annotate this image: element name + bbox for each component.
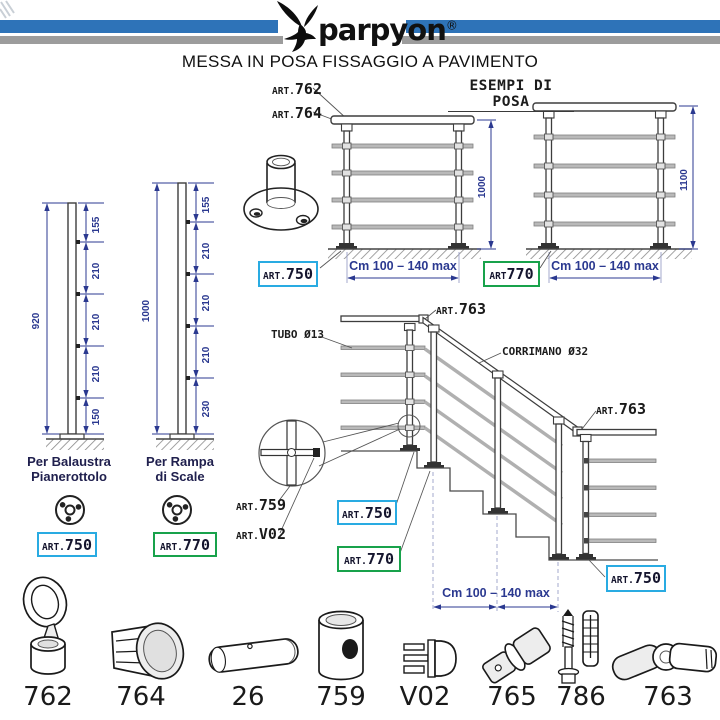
post-diagram-rampa <box>141 183 214 450</box>
label-prefix: ART. <box>596 406 619 417</box>
part-v02-icon <box>404 640 456 677</box>
dim-height-left-example: 1000 <box>477 175 488 199</box>
label-prefix: ART. <box>263 271 286 282</box>
label-prefix: ART <box>489 271 507 282</box>
caption-rampa <box>134 454 226 484</box>
label-number: 770 <box>182 536 210 554</box>
label-number: 750 <box>285 265 313 283</box>
label-tubo: TUBO Ø13 <box>271 328 324 341</box>
upper-handrail <box>341 316 423 322</box>
part-764-icon <box>112 618 189 683</box>
part-762-icon <box>17 572 72 674</box>
dim-total-rampa: 1000 <box>141 299 152 323</box>
dim-seg: 150 <box>91 408 102 426</box>
dim-seg: 155 <box>91 216 102 234</box>
ground-hatch <box>46 439 104 450</box>
dim-seg: 210 <box>91 313 102 331</box>
brand-bird-icon <box>277 1 318 52</box>
width-label-example-left: Cm 100 – 140 max <box>349 259 457 273</box>
label-number: 759 <box>258 496 286 514</box>
label-number: V02 <box>258 525 286 543</box>
part-number-765: 765 <box>487 682 537 712</box>
part-number-763: 763 <box>643 682 693 712</box>
label-number: 763 <box>618 400 646 418</box>
label-number: 770 <box>366 550 394 568</box>
label-corrimano: CORRIMANO Ø32 <box>502 345 589 358</box>
brand-logo <box>318 13 457 47</box>
post-rampa <box>178 183 186 434</box>
part-number-764: 764 <box>116 682 166 712</box>
label-art-762-prefix: ART. <box>272 86 295 97</box>
label-art-764-prefix: ART. <box>272 110 295 121</box>
dim-total-balaustra: 920 <box>31 312 42 330</box>
header-blue-bar-left <box>0 20 278 33</box>
label-number: 750 <box>633 569 661 587</box>
art-750-box-stairs-bottom <box>606 565 666 592</box>
art-770-box-stairs-ramp <box>337 546 401 572</box>
art-750-box-balaustra <box>37 532 97 557</box>
part-number-786: 786 <box>556 682 606 712</box>
art-750-box-stairs-landing <box>337 500 397 525</box>
art-750-box-example-left <box>258 261 318 287</box>
label-art-764-number: 764 <box>294 104 322 122</box>
ground-hatch <box>156 439 214 450</box>
caption-balaustra <box>13 454 125 484</box>
caption-line1: Per Rampa <box>146 454 214 469</box>
label-prefix: ART. <box>236 502 259 513</box>
label-number: 770 <box>506 265 534 283</box>
caption-line2: di Scale <box>155 469 205 484</box>
label-art-759 <box>236 497 286 513</box>
dim-seg: 210 <box>201 294 212 312</box>
dim-seg: 210 <box>91 365 102 383</box>
label-prefix: ART. <box>236 531 259 542</box>
railing-example-right <box>526 103 698 283</box>
post-diagram-balaustra <box>31 203 104 450</box>
label-art-763-top <box>436 301 486 317</box>
page-title: MESSA IN POSA FISSAGGIO A PAVIMENTO <box>181 52 539 71</box>
flange-top-view-770-icon <box>163 496 191 524</box>
label-art-762-number: 762 <box>294 80 322 98</box>
art-770-box-rampa <box>153 532 217 557</box>
dim-seg: 155 <box>201 196 212 214</box>
part-765-icon <box>479 625 552 687</box>
dim-seg: 230 <box>201 400 212 418</box>
width-label-example-right: Cm 100 – 140 max <box>551 259 659 273</box>
dim-seg: 210 <box>201 242 212 260</box>
dim-seg: 210 <box>91 262 102 280</box>
label-prefix: ART. <box>42 542 65 553</box>
part-786-icon <box>559 609 599 683</box>
flange-top-view-750-icon <box>56 496 84 524</box>
label-art-763-corner <box>596 401 646 417</box>
label-number: 750 <box>64 536 92 554</box>
part-759-icon <box>319 612 363 680</box>
part-26-icon <box>208 638 299 674</box>
label-art-764 <box>272 105 322 121</box>
detail-circle <box>259 420 325 486</box>
caption-line1: Per Balaustra <box>27 454 111 469</box>
label-art-762 <box>272 81 322 97</box>
examples-section-title: ESEMPI DI POSA <box>448 78 574 112</box>
part-number-v02: V02 <box>399 682 451 712</box>
label-prefix: ART. <box>436 306 459 317</box>
registered-mark: ® <box>445 18 457 33</box>
header-gray-bar-left <box>0 36 283 44</box>
label-number: 763 <box>458 300 486 318</box>
label-art-v02 <box>236 526 286 542</box>
art-770-box-example-right <box>483 261 540 287</box>
dim-seg: 210 <box>201 346 212 364</box>
label-prefix: ART. <box>342 510 365 521</box>
flange-3d-drawing <box>244 156 318 231</box>
stair-railing-drawing <box>259 310 658 612</box>
label-number: 750 <box>364 504 392 522</box>
caption-line2: Pianerottolo <box>31 469 107 484</box>
width-label-stairs: Cm 100 – 140 max <box>442 586 550 600</box>
railing-example-left <box>320 116 496 283</box>
part-number-26: 26 <box>231 682 265 712</box>
corner-hatch-decoration <box>0 1 14 18</box>
post-balaustra <box>68 203 76 434</box>
label-prefix: ART. <box>344 556 367 567</box>
label-prefix: ART. <box>160 542 183 553</box>
dim-height-right-example: 1100 <box>679 169 690 191</box>
part-763-icon <box>609 642 717 683</box>
label-prefix: ART. <box>611 575 634 586</box>
brand-name: parpyon <box>318 13 446 47</box>
ground-hatch <box>526 249 692 259</box>
part-number-759: 759 <box>316 682 366 712</box>
part-number-762: 762 <box>23 682 73 712</box>
ground-hatch <box>328 249 481 259</box>
handrail <box>331 116 474 124</box>
